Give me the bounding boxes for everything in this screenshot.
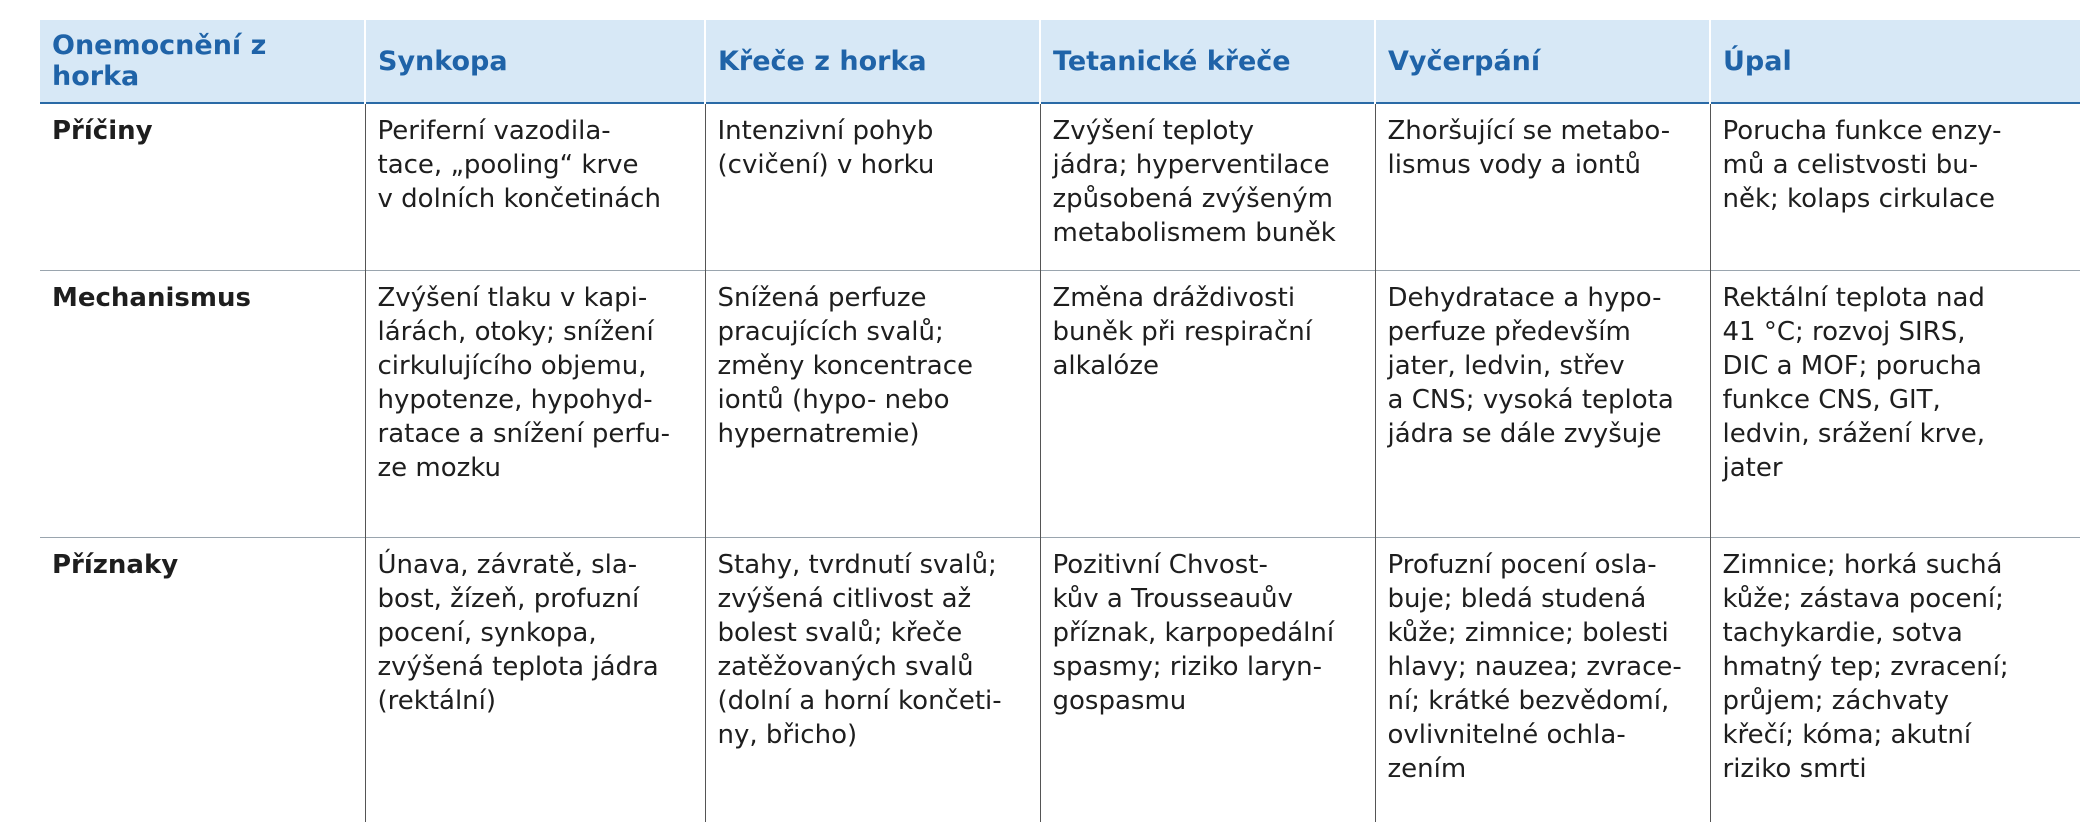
table-cell: Zimnice; horká suchá kůže; zástava pocení; tachykardie, sotva hmatný tep; zvracení; průjem; záchvaty křečí; kóma; akutní riziko smrti [1710, 538, 2080, 822]
table-cell: Zvýšení tlaku v kapi- lárách, otoky; snížení cirkulujícího objemu, hypotenze, hypohyd- ratace a snížení perfu- ze mozku [365, 271, 705, 538]
table-cell: Únava, závratě, sla- bost, žízeň, profuzní pocení, synkopa, zvýšená teplota jádra (rektální) [365, 538, 705, 822]
table-cell: Snížená perfuze pracujících svalů; změny koncentrace iontů (hypo- nebo hypernatremie) [705, 271, 1040, 538]
header-cell-vycerpani: Vyčerpání [1375, 20, 1710, 103]
header-cell-tetanicke-krece: Tetanické křeče [1040, 20, 1375, 103]
table-cell: Pozitivní Chvost- kův a Trousseauův příznak, karpopedální spasmy; riziko laryn- gospasmu [1040, 538, 1375, 822]
header-cell-kreče-z-horka: Křeče z horka [705, 20, 1040, 103]
heat-illness-table-container [40, 20, 2080, 822]
header-cell-illness: Onemocnění z horka [40, 20, 365, 103]
table-cell: Změna dráždivosti buněk při respirační alkalóze [1040, 271, 1375, 538]
header-cell-synkopa: Synkopa [365, 20, 705, 103]
row-label: Příznaky [40, 538, 365, 822]
header-row [40, 20, 2080, 103]
table-cell: Profuzní pocení osla- buje; bledá studená kůže; zimnice; bolesti hlavy; nauzea; zvrace- ní; krátké bezvědomí, ovlivnitelné ochla- zením [1375, 538, 1710, 822]
heat-illness-table [40, 20, 2080, 822]
table-row-priciny [40, 103, 2080, 271]
table-cell: Rektální teplota nad 41 °C; rozvoj SIRS, DIC a MOF; porucha funkce CNS, GIT, ledvin, srážení krve, jater [1710, 271, 2080, 538]
table-cell: Zvýšení teploty jádra; hyperventilace způsobená zvýšeným metabolismem buněk [1040, 103, 1375, 271]
table-row-mechanismus [40, 271, 2080, 538]
table-cell: Porucha funkce enzy- mů a celistvosti bu- něk; kolaps cirkulace [1710, 103, 2080, 271]
row-label: Příčiny [40, 103, 365, 271]
table-cell: Zhoršující se metabo- lismus vody a iontů [1375, 103, 1710, 271]
table-body [40, 103, 2080, 822]
table-row-priznaky [40, 538, 2080, 822]
table-header [40, 20, 2080, 103]
table-cell: Stahy, tvrdnutí svalů; zvýšená citlivost až bolest svalů; křeče zatěžovaných svalů (dolní a horní končeti- ny, břicho) [705, 538, 1040, 822]
table-cell: Dehydratace a hypo- perfuze především jater, ledvin, střev a CNS; vysoká teplota jádra se dále zvyšuje [1375, 271, 1710, 538]
header-cell-upal: Úpal [1710, 20, 2080, 103]
row-label: Mechanismus [40, 271, 365, 538]
table-cell: Periferní vazodila- tace, „pooling“ krve v dolních končetinách [365, 103, 705, 271]
table-cell: Intenzivní pohyb (cvičení) v horku [705, 103, 1040, 271]
